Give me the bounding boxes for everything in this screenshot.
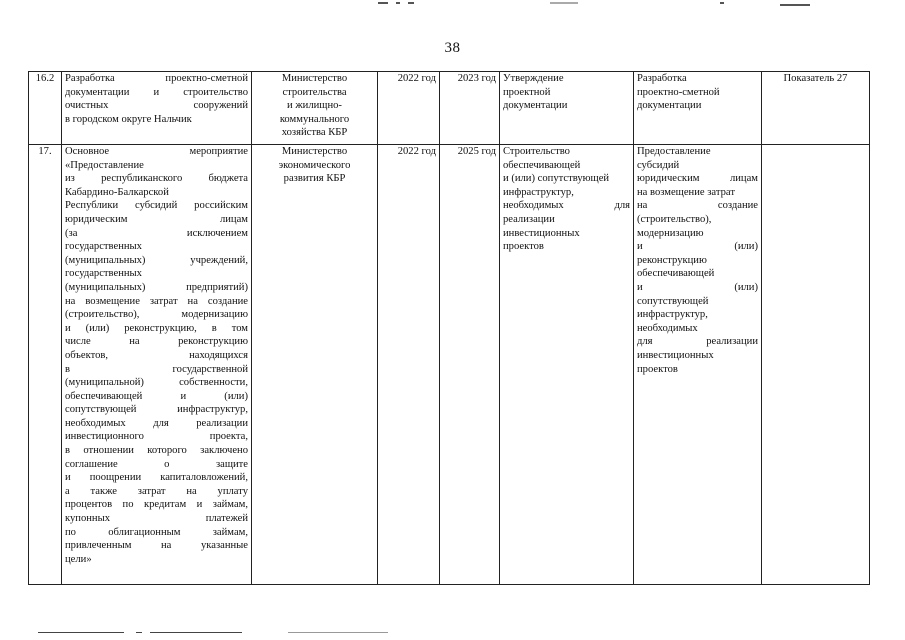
measure-line: «Предоставление [65, 159, 144, 171]
measure-line: соглашение о защите [65, 458, 248, 470]
scan-artifact-top [360, 0, 820, 8]
page-number: 38 [444, 40, 461, 56]
table-row [29, 72, 870, 145]
result-line: Утверждение [503, 73, 564, 84]
link-line: проектно-сметной [637, 86, 720, 98]
executor-line: развития КБР [283, 173, 346, 185]
result-line: проектов [503, 241, 544, 253]
link-line: для реализации [637, 336, 758, 348]
executor-cell [252, 72, 378, 145]
measure-line: процентов по кредитам и займам, [65, 499, 248, 511]
measure-line: Разработка проектно-сметной [65, 73, 248, 84]
table-row [29, 145, 870, 585]
measure-line: в отношении которого заключено [65, 445, 248, 457]
measure-line: сопутствующей инфраструктур, [65, 404, 248, 416]
measure-line: документации и строительство [65, 86, 248, 98]
result-line: Строительство [503, 146, 570, 157]
link-line: и (или) [637, 241, 758, 253]
measure-line: (муниципальных) учреждений, [65, 254, 248, 266]
measure-line: числе на реконструкцию [65, 336, 248, 348]
measure-line: купонных платежей [65, 513, 248, 525]
measure-name-cell [62, 72, 252, 145]
result-line: и (или) сопутствующей [503, 173, 610, 185]
measure-line: а также затрат на уплату [65, 485, 248, 497]
measure-line: на возмещение затрат на создание [65, 295, 248, 307]
link-line: проектов [637, 363, 678, 375]
measure-line: юридическим лицам [65, 213, 248, 225]
result-line: проектной [503, 86, 551, 98]
end-year-cell: 2023 год [440, 72, 500, 145]
link-line: субсидий [637, 159, 680, 171]
link-line: на возмещение затрат [637, 186, 735, 198]
measure-line: и (или) реконструкцию, в том [65, 322, 248, 334]
measure-line: в городском округе Нальчик [65, 113, 192, 125]
executor-line: Министерство [281, 146, 348, 157]
measure-line: (строительство), модернизацию [65, 309, 248, 321]
link-line: документации [637, 100, 702, 112]
link-line: обеспечивающей [637, 268, 715, 280]
measure-line: обеспечивающей и (или) [65, 390, 248, 402]
measure-line: очистных сооружений [65, 100, 248, 112]
executor-line: строительства [282, 86, 347, 98]
measure-line: необходимых для реализации [65, 417, 248, 429]
result-line: документации [503, 100, 568, 112]
link-line: необходимых [637, 322, 698, 334]
measure-line: (муниципальных) предприятий) [65, 281, 248, 293]
row-number: 16.2 [29, 72, 62, 145]
link-line: на создание [637, 200, 758, 212]
measure-line: Республики субсидий российским [65, 200, 248, 212]
result-line: необходимых для [503, 200, 630, 212]
executor-line: Министерство [281, 73, 348, 84]
result-line: реализации [503, 213, 555, 225]
scan-artifact-bottom [38, 632, 398, 638]
measure-line: из республиканского бюджета [65, 173, 248, 185]
measure-line: объектов, находящихся [65, 349, 248, 361]
executor-line: экономического [278, 159, 351, 171]
link-line: Разработка [637, 73, 687, 84]
indicator-cell: Показатель 27 [762, 72, 870, 145]
measure-line: привлеченным на указанные [65, 540, 248, 552]
link-cell [634, 72, 762, 145]
measure-line: инвестиционного проекта, [65, 431, 248, 443]
measure-line: и поощрении капиталовложений, [65, 472, 248, 484]
link-line: юридическим лицам [637, 173, 758, 185]
executor-line: хозяйства КБР [281, 127, 348, 139]
measure-line: в государственной [65, 363, 248, 375]
link-line: инвестиционных [637, 349, 714, 361]
measure-line: государственных [65, 241, 142, 253]
executor-line: и жилищно- [287, 100, 342, 112]
start-year-cell: 2022 год [378, 72, 440, 145]
measure-name-cell [62, 145, 252, 585]
measure-line: Кабардино-Балкарской [65, 186, 169, 198]
start-year-cell: 2022 год [378, 145, 440, 585]
measures-table [28, 71, 870, 585]
link-line: реконструкцию [637, 254, 707, 266]
link-line: инфраструктур, [637, 309, 708, 321]
expected-result-cell [500, 72, 634, 145]
result-line: инфраструктур, [503, 186, 574, 198]
executor-line: коммунального [279, 113, 350, 125]
end-year-cell: 2025 год [440, 145, 500, 585]
row-number: 17. [29, 145, 62, 585]
measure-line: Основное мероприятие [65, 146, 248, 157]
result-line: инвестиционных [503, 227, 580, 239]
measure-line: (муниципальной) собственности, [65, 377, 248, 389]
link-line: (строительство), [637, 213, 712, 225]
measure-line: (за исключением [65, 227, 248, 239]
link-line: и (или) [637, 281, 758, 293]
link-line: сопутствующей [637, 295, 709, 307]
link-line: Предоставление [637, 146, 711, 157]
executor-cell [252, 145, 378, 585]
expected-result-cell [500, 145, 634, 585]
link-line: модернизацию [637, 227, 704, 239]
link-cell [634, 145, 762, 585]
result-line: обеспечивающей [503, 159, 581, 171]
measure-line: цели» [65, 553, 92, 565]
measure-line: государственных [65, 268, 142, 280]
measure-line: по облигационным займам, [65, 526, 248, 538]
indicator-cell [762, 145, 870, 585]
